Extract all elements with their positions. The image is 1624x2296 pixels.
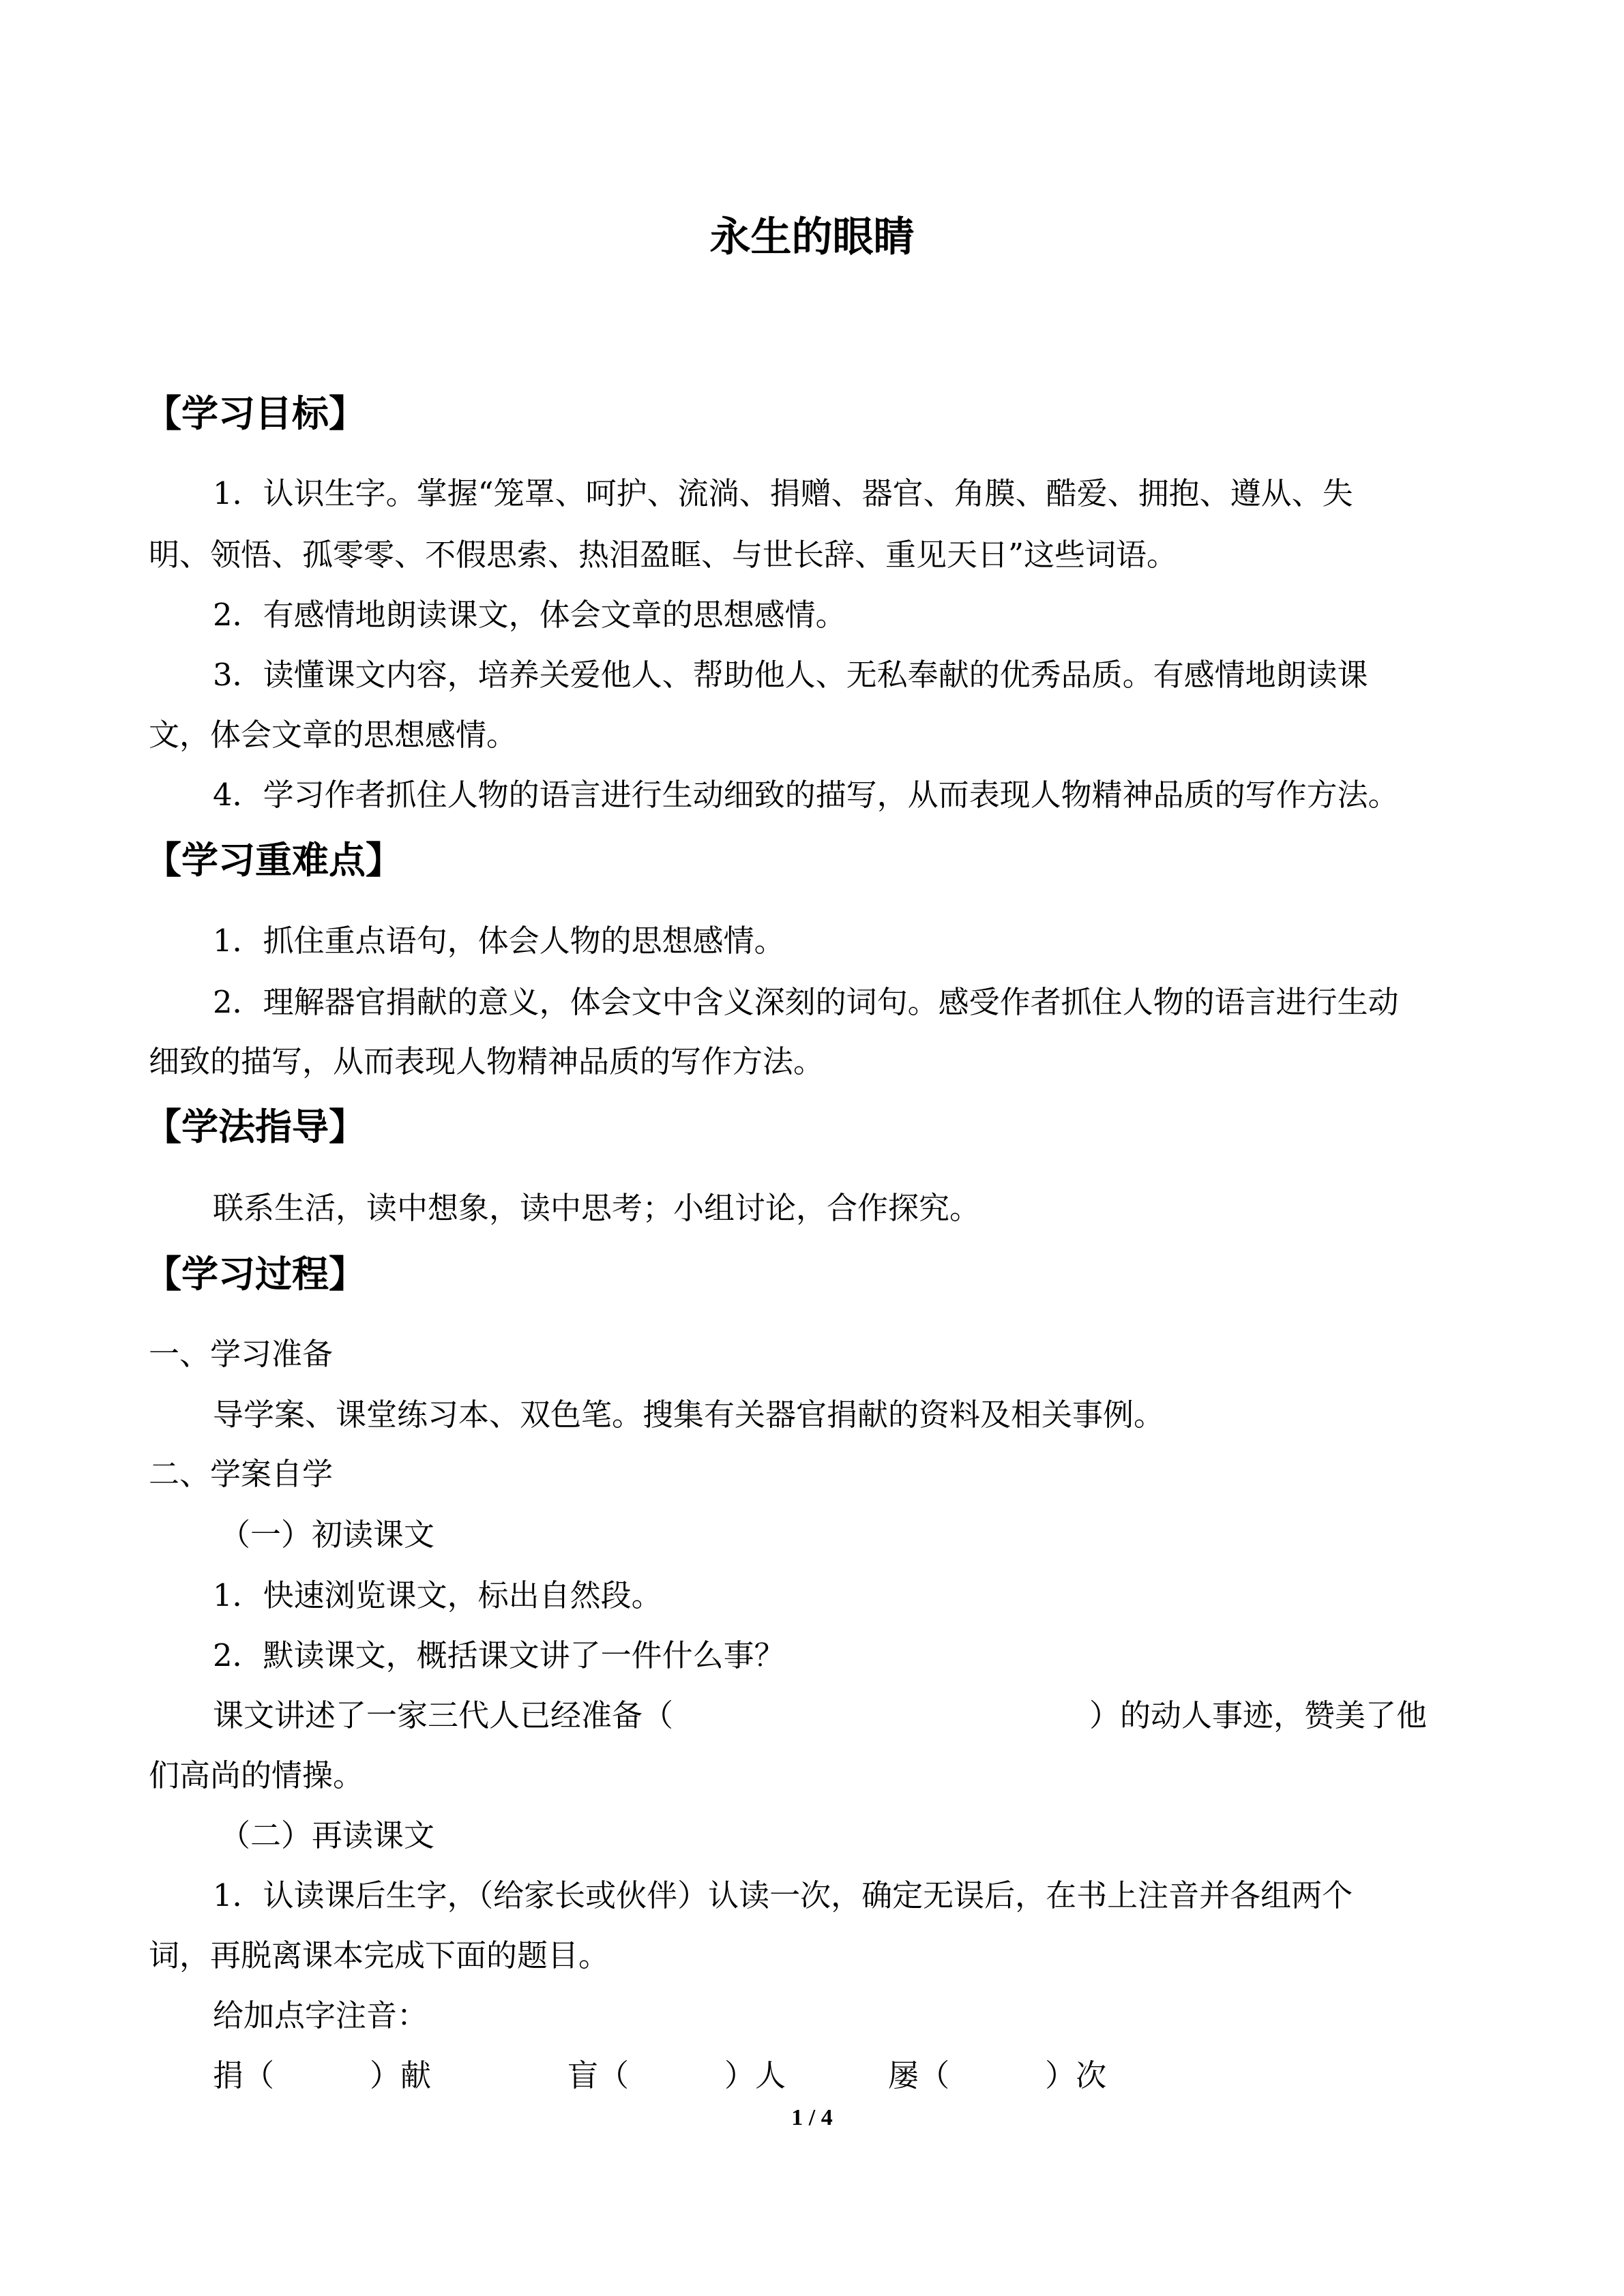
goal-item-1-line-2: 明、领悟、孤零零、不假思索、热泪盈眶、与世长辞、重见天日”这些词语。: [149, 537, 1178, 573]
goal-item-3-line-2: 文，体会文章的思想感情。: [149, 717, 518, 753]
subsection-2-item-1-line-2: 词，再脱离课本完成下面的题目。: [149, 1937, 610, 1973]
subsection-1-item-1: 1．快速浏览课文，标出自然段。: [213, 1577, 662, 1613]
key-point-item-2-line-1: 2．理解器官捐献的意义，体会文中含义深刻的词句。感受作者抓住人物的语言进行生动: [213, 984, 1399, 1020]
method-text: 联系生活，读中想象，读中思考；小组讨论，合作探究。: [213, 1190, 981, 1226]
pinyin-item: 屡（ ）次: [888, 2057, 1107, 2093]
subsection-2-item-1-line-1: 1．认读课后生字，（给家长或伙伴）认读一次，确定无误后，在书上注音并各组两个: [213, 1877, 1353, 1913]
subsection-1-title: （一）初读课文: [220, 1517, 435, 1553]
goal-item-4: 4．学习作者抓住人物的语言进行生动细致的描写，从而表现人物精神品质的写作方法。: [213, 777, 1399, 813]
key-point-item-1: 1．抓住重点语句，体会人物的思想感情。: [213, 923, 785, 959]
fill-blank-before: 课文讲述了一家三代人已经准备（: [213, 1697, 674, 1733]
page-number: 1 / 4: [791, 2105, 833, 2130]
section-heading-method: 【学法指导】: [145, 1105, 366, 1148]
section-heading-process: 【学习过程】: [145, 1253, 366, 1296]
pinyin-item: 盲（ ）人: [567, 2057, 786, 2093]
part-1-text: 导学案、课堂练习本、双色笔。搜集有关器官捐献的资料及相关事例。: [213, 1397, 1165, 1433]
subsection-1-item-2: 2．默读课文，概括课文讲了一件什么事？: [213, 1637, 785, 1673]
section-heading-key-points: 【学习重难点】: [145, 839, 402, 882]
part-1-title: 一、学习准备: [149, 1336, 334, 1372]
fill-blank-after: ）的动人事迹，赞美了他: [1089, 1697, 1428, 1733]
subsection-2-title: （二）再读课文: [220, 1817, 435, 1853]
pinyin-item: 捐（ ）献: [213, 2057, 432, 2093]
part-2-title: 二、学案自学: [149, 1456, 334, 1492]
fill-blank-line-1: [213, 1695, 1427, 1736]
pinyin-exercise-row: [213, 2055, 1106, 2096]
page-title: 永生的眼睛: [709, 213, 915, 261]
goal-item-1-line-1: 1．认识生字。掌握“笼罩、呵护、流淌、捐赠、器官、角膜、酷爱、拥抱、遵从、失: [213, 475, 1353, 511]
section-heading-goals: 【学习目标】: [145, 392, 366, 435]
goal-item-3-line-1: 3．读懂课文内容，培养关爱他人、帮助他人、无私奉献的优秀品质。有感情地朗读课: [213, 657, 1368, 693]
key-point-item-2-line-2: 细致的描写，从而表现人物精神品质的写作方法。: [149, 1043, 825, 1079]
pinyin-prompt: 给加点字注音：: [213, 1997, 428, 2033]
goal-item-2: 2．有感情地朗读课文，体会文章的思想感情。: [213, 597, 846, 633]
fill-blank-line-2: 们高尚的情操。: [149, 1757, 364, 1793]
